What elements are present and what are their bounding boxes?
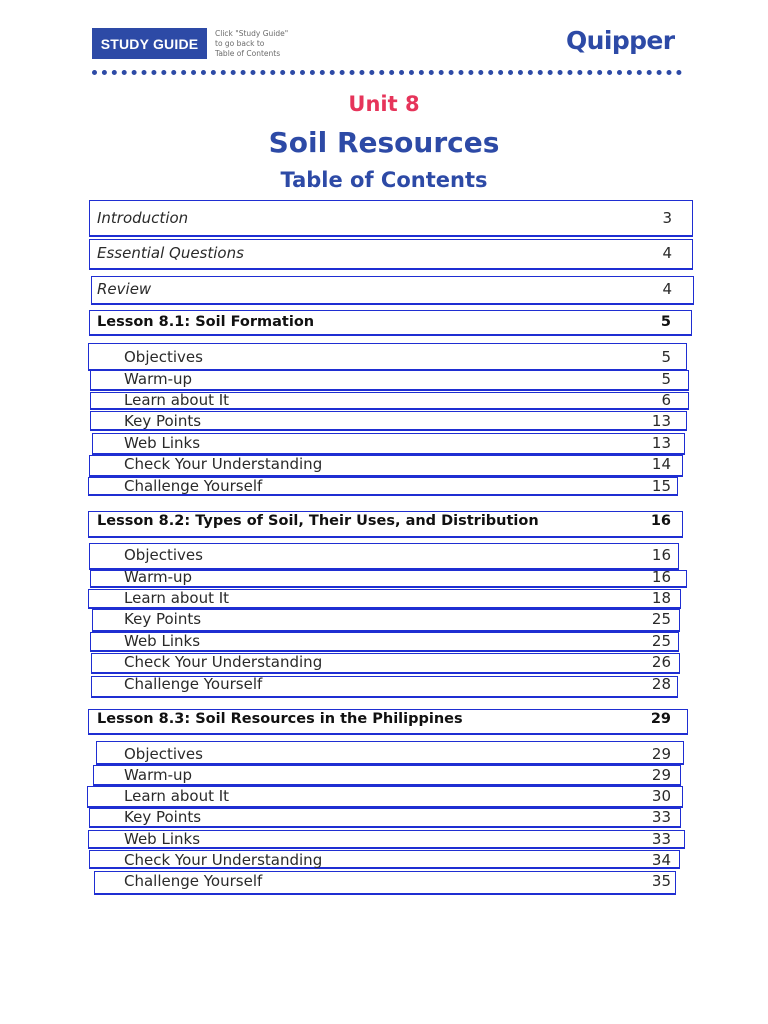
toc-sub-label: Web Links <box>124 632 201 650</box>
lesson-page: 29 <box>650 711 671 727</box>
toc-item-label: Review <box>97 280 152 298</box>
header <box>0 0 768 80</box>
toc-sub-label: Key Points <box>124 610 202 628</box>
toc-sub-page: 29 <box>651 745 671 763</box>
header-divider <box>92 70 682 75</box>
toc-sub-page: 33 <box>651 808 671 826</box>
toc-sub-page: 5 <box>661 370 671 388</box>
toc-sub-label: Key Points <box>124 808 202 826</box>
unit-label: Unit 8 <box>348 92 420 116</box>
study-guide-note <box>215 29 325 59</box>
toc-sub-label: Check Your Understanding <box>124 851 323 869</box>
page-title: Soil Resources <box>268 126 500 159</box>
toc-sub-page: 13 <box>651 434 671 452</box>
lesson-title: Lesson 8.2: Types of Soil, Their Uses, and Distribution <box>97 513 539 529</box>
link-box <box>91 276 694 305</box>
toc-item-page: 3 <box>662 209 672 227</box>
toc-sub-label: Web Links <box>124 434 201 452</box>
toc-sub-page: 18 <box>651 589 671 607</box>
toc-sub-page: 35 <box>651 872 671 890</box>
toc-sub-label: Challenge Yourself <box>124 477 263 495</box>
toc-sub-label: Warm-up <box>124 568 193 586</box>
study-guide-button[interactable]: STUDY GUIDE <box>92 28 207 59</box>
study-guide-note-line: Table of Contents <box>215 49 281 58</box>
toc-item-page: 4 <box>662 244 672 262</box>
lesson-page: 5 <box>660 314 671 330</box>
toc-sub-page: 25 <box>651 632 671 650</box>
lesson-page: 16 <box>650 513 671 529</box>
lesson-title: Lesson 8.3: Soil Resources in the Philippines <box>97 711 463 727</box>
toc-sub-page: 33 <box>651 830 671 848</box>
toc-sub-page: 25 <box>651 610 671 628</box>
lesson-title: Lesson 8.1: Soil Formation <box>97 314 315 330</box>
toc-sub-label: Learn about It <box>124 787 230 805</box>
toc-sub-label: Objectives <box>124 348 203 366</box>
toc-sub-page: 26 <box>651 653 671 671</box>
toc-sub-label: Objectives <box>124 745 203 763</box>
toc-heading: Table of Contents <box>280 168 488 192</box>
toc-item-label: Introduction <box>97 209 189 227</box>
toc-sub-page: 5 <box>661 348 671 366</box>
study-guide-note-line: Click "Study Guide" <box>215 29 289 38</box>
toc-sub-label: Key Points <box>124 412 202 430</box>
quipper-logo: Quipper <box>566 26 675 55</box>
toc-item-label: Essential Questions <box>97 244 244 262</box>
toc-sub-page: 30 <box>651 787 671 805</box>
toc-sub-label: Learn about It <box>124 391 230 409</box>
toc-sub-page: 6 <box>661 391 671 409</box>
toc-sub-label: Check Your Understanding <box>124 455 323 473</box>
toc-item-page: 4 <box>662 280 672 298</box>
toc-sub-page: 34 <box>651 851 671 869</box>
toc-sub-page: 16 <box>651 568 671 586</box>
toc-sub-label: Web Links <box>124 830 201 848</box>
toc-sub-label: Warm-up <box>124 370 193 388</box>
toc-sub-page: 29 <box>651 766 671 784</box>
toc-sub-label: Check Your Understanding <box>124 653 323 671</box>
toc-sub-page: 16 <box>651 546 671 564</box>
toc-sub-page: 14 <box>651 455 671 473</box>
toc-sub-label: Objectives <box>124 546 203 564</box>
toc-sub-page: 13 <box>651 412 671 430</box>
study-guide-note-line: to go back to <box>215 39 265 48</box>
toc-sub-page: 15 <box>651 477 671 495</box>
toc-sub-label: Challenge Yourself <box>124 872 263 890</box>
toc-sub-label: Learn about It <box>124 589 230 607</box>
toc-sub-label: Warm-up <box>124 766 193 784</box>
toc-sub-page: 28 <box>651 675 671 693</box>
toc-sub-label: Challenge Yourself <box>124 675 263 693</box>
